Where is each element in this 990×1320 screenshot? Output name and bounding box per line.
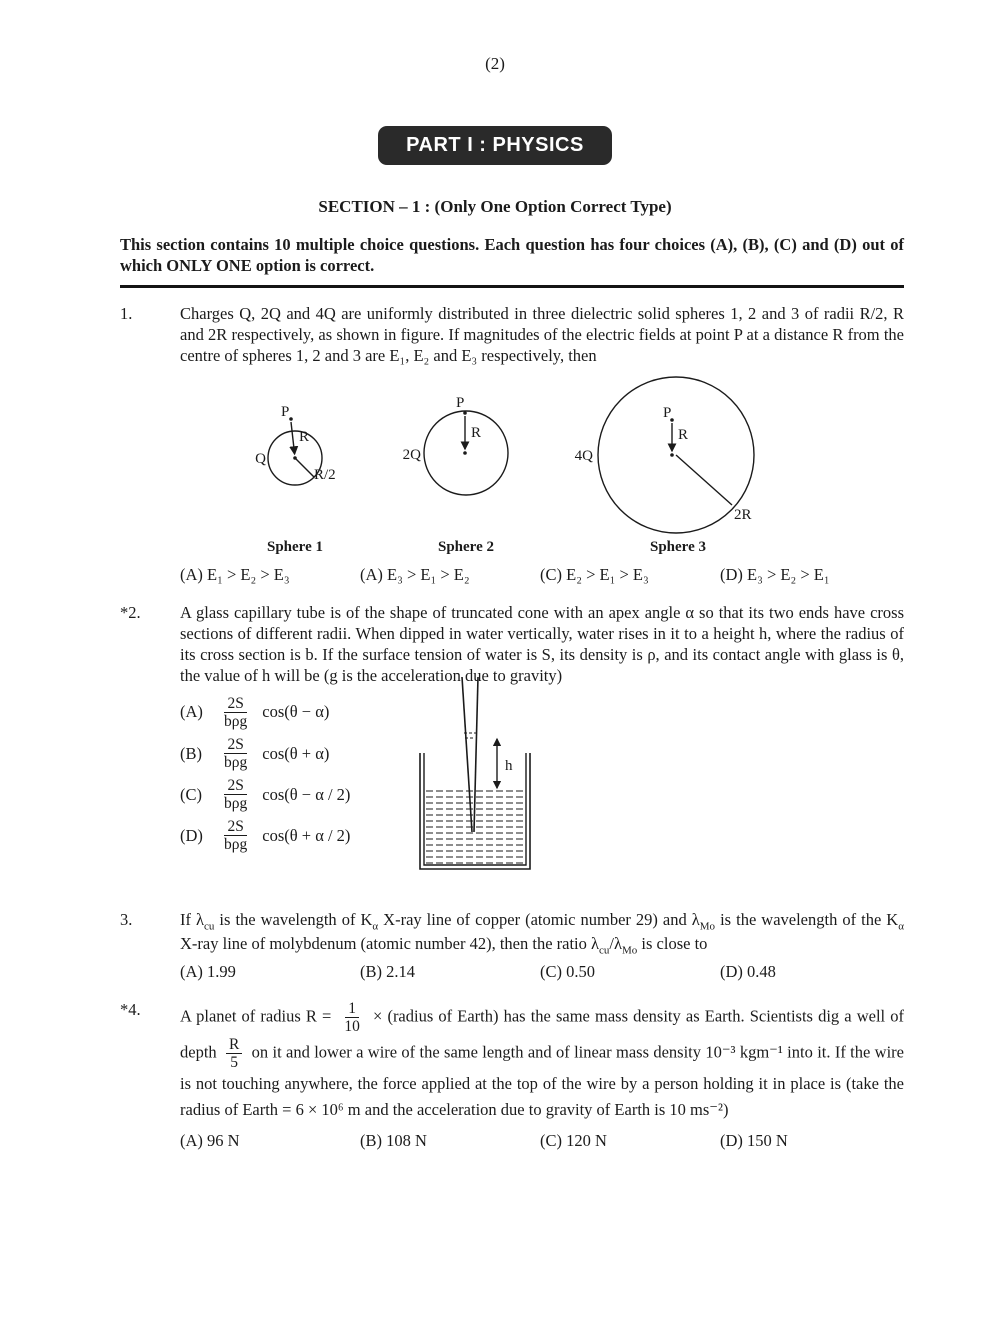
- radius-r2-label: R/2: [314, 467, 336, 484]
- height-h-label: h: [505, 757, 513, 774]
- charge-q3-label: 4Q: [574, 448, 593, 465]
- radius-line-3: [676, 455, 732, 505]
- point-p2-dot: [463, 411, 467, 415]
- fraction-r-fifth: $\frac{R}{5}$: [226, 1036, 242, 1071]
- capillary-beaker-figure: [412, 675, 587, 887]
- question-2-text: A glass capillary tube is of the shape of truncated cone with an apex angle α so that its two ends have cross sections of different radii. When dipped in water vertically, water rises in it to a height h, where the radius of its cross section is b. If the surface tension of water is S, its density is ρ, and its contact angle with glass is θ, the value of h will be (g is the acceleration due to gravity): [180, 603, 904, 685]
- question-4-number: *4.: [120, 1000, 141, 1020]
- option-label: (D): [180, 825, 203, 845]
- sphere-3-center-dot: [670, 453, 674, 457]
- option-a: (A) 96 N: [180, 1131, 240, 1151]
- question-1-text: Charges Q, 2Q and 4Q are uniformly distributed in three dielectric solid spheres 1, 2 and 3 of radii R/2, R and 2R respectively, as shown in figure. If magnitudes of the electric fields at point P at a distance R from the centre of spheres 1, 2 and 3 are E₁, E₂ and E₃ respectively, then: [180, 304, 904, 366]
- option-d: (D) 0.48: [720, 962, 776, 982]
- distance-r2-label: R: [471, 425, 482, 442]
- sphere-2-diagram: [403, 395, 508, 555]
- point-p1-dot: [289, 417, 293, 421]
- sphere-1-caption: Sphere 1: [267, 539, 323, 556]
- option-c: (C) E₂ > E₁ > E₃: [540, 565, 649, 585]
- fraction-one-tenth: $\frac{1}{10}$: [344, 1000, 360, 1036]
- option-a: [180, 695, 412, 730]
- option-b: [180, 736, 412, 771]
- option-b: (A) E₃ > E₁ > E₂: [360, 565, 470, 585]
- question-4-text: A planet of radius R = $\frac{1}{10}$ × (radius of Earth) has the same mass density as Earth. Scientists dig a well of depth $\frac{R}{5}$ on it and lower a wire of the same length and of linear mass density 10⁻³ kgm⁻¹ into it. If the wire is not touching anywhere, the force applied at the top of the wire by a person holding it in place is (take the radius of Earth = 6 × 10⁶ m and the acceleration due to gravity of Earth is 10 ms⁻²): [180, 1000, 904, 1119]
- option-c: (C) 0.50: [540, 962, 595, 982]
- option-c: (C) 120 N: [540, 1131, 607, 1151]
- charge-q2-label: 2Q: [402, 447, 421, 464]
- question-1-options: [180, 565, 904, 585]
- option-label: (A): [180, 702, 203, 722]
- sphere-2-center-dot: [463, 451, 467, 455]
- fraction: $\frac{2S}{\text{bρg}}$: [224, 735, 248, 772]
- option-expression: cos(θ + α): [262, 743, 330, 763]
- fraction: $\frac{2S}{\text{bρg}}$: [224, 777, 248, 813]
- option-expression: cos(θ − α / 2): [262, 784, 351, 804]
- radius-line-1: [295, 458, 314, 477]
- option-d: (D) E₃ > E₂ > E₁: [720, 565, 830, 585]
- question-2-options: [180, 695, 412, 892]
- question-3: [120, 910, 904, 983]
- option-d: [180, 818, 412, 853]
- option-label: (C): [180, 784, 202, 804]
- point-p2-label: P: [456, 395, 465, 412]
- option-a: (A) E₁ > E₂ > E₃: [180, 565, 290, 585]
- sphere-2-caption: Sphere 2: [438, 539, 494, 556]
- distance-r-arrow-1: [291, 422, 295, 454]
- question-2-number: *2.: [120, 603, 141, 623]
- question-3-options: [180, 962, 904, 982]
- point-p3-label: P: [663, 405, 672, 422]
- section-instructions: This section contains 10 multiple choice questions. Each question has four choices (A), (B), (C) and (D) out of which ONLY ONE option is correct.: [120, 234, 904, 288]
- section-title: SECTION – 1 : (Only One Option Correct Type): [318, 197, 672, 216]
- question-3-number: 3.: [120, 909, 133, 929]
- charge-q1-label: Q: [255, 451, 266, 468]
- distance-r3-label: R: [678, 427, 689, 444]
- question-3-text: If $\lambda_{cu}$ is the wavelength of $K_\alpha$ X-ray line of copper (atomic number 29) and $\lambda_{Mo}$ is the wavelength of the $K_\alpha$ X-ray line of molybdenum (atomic number 42), then the ratio $\lambda_{cu}/\lambda_{Mo}$ is close to: [180, 909, 904, 957]
- fraction: $\frac{2S}{\text{bρg}}$: [224, 694, 248, 730]
- part-badge-wrap: [0, 126, 990, 165]
- distance-r1-label: R: [299, 429, 310, 446]
- point-p1-label: P: [281, 404, 290, 421]
- spheres-figure: [180, 373, 840, 561]
- capillary-tube: [462, 677, 478, 832]
- option-expression: cos(θ − α): [262, 702, 330, 722]
- fraction: $\frac{2S}{\text{bρg}}$: [224, 818, 248, 854]
- sphere-3-caption: Sphere 3: [650, 539, 706, 556]
- question-4: [120, 1000, 904, 1151]
- question-2: [120, 603, 904, 892]
- question-4-options: [180, 1131, 904, 1151]
- question-1-number: 1.: [120, 304, 133, 324]
- sphere-3-diagram: [575, 377, 754, 555]
- question-1: [120, 304, 904, 585]
- option-b: (B) 108 N: [360, 1131, 427, 1151]
- part-badge: PART I : PHYSICS: [378, 126, 612, 165]
- sphere-1-diagram: [255, 404, 336, 555]
- page-number: (2): [485, 54, 505, 73]
- option-expression: cos(θ + α / 2): [262, 825, 351, 845]
- option-b: (B) 2.14: [360, 962, 415, 982]
- option-label: (B): [180, 743, 202, 763]
- option-a: (A) 1.99: [180, 962, 236, 982]
- radius-2r-label: 2R: [734, 507, 752, 524]
- option-d: (D) 150 N: [720, 1131, 788, 1151]
- height-h-arrow: [497, 739, 513, 788]
- option-c: [180, 777, 412, 812]
